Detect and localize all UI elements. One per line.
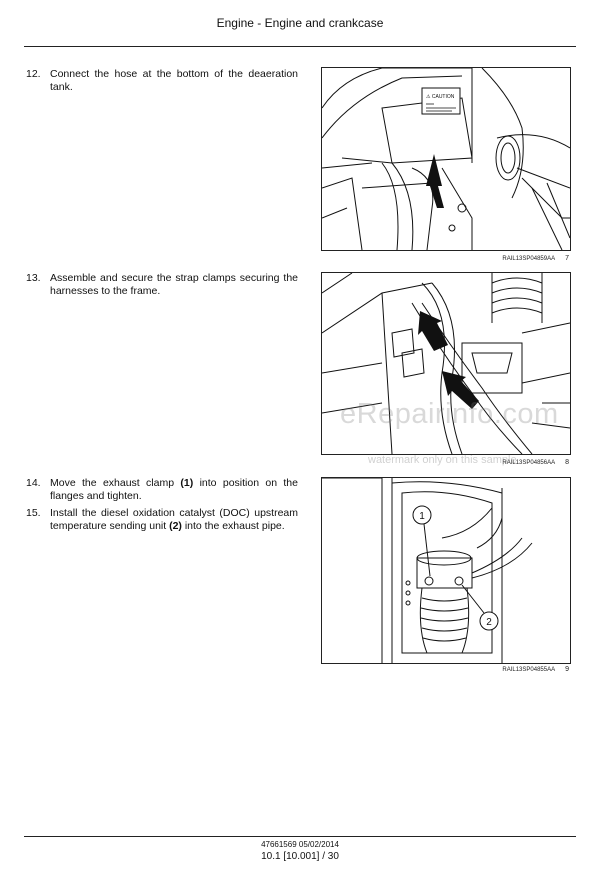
figure-8-illustration	[321, 272, 571, 455]
step-number: 14.	[26, 477, 41, 489]
footer-rule	[24, 836, 576, 837]
step-text-part: Install the diesel oxidation catalyst (DOC) upstream temperature sending unit	[50, 507, 298, 532]
callout-1	[413, 506, 431, 576]
figure-7-caption	[321, 255, 569, 262]
step-text-part: into position on the flanges and tighten.	[50, 477, 298, 502]
figure-code: RAIL13SP04856AA	[502, 459, 556, 466]
figure-number: 7	[565, 255, 569, 262]
watermark-text: eRepairinfo.com	[340, 398, 559, 430]
exhaust-clamp-drawing	[322, 478, 570, 663]
step-15	[26, 507, 298, 533]
figure-9-illustration	[321, 477, 571, 664]
figure-number: 9	[565, 666, 569, 673]
deaeration-tank-drawing	[322, 68, 570, 250]
harness-strap-clamps-drawing	[322, 273, 570, 454]
step-number: 12.	[26, 68, 41, 80]
step-text: Assemble and secure the strap clamps securing the harnesses to the frame.	[50, 272, 298, 297]
step-text: Connect the hose at the bottom of the deaeration tank.	[50, 68, 298, 93]
figure-code: RAIL13SP04859AA	[502, 255, 556, 262]
step-text	[50, 507, 298, 533]
caution-label: ⚠ CAUTION	[426, 94, 455, 100]
page-header-title: Engine - Engine and crankcase	[216, 16, 384, 30]
step-12	[26, 68, 298, 94]
footer-document-id: 47661569 05/02/2014	[261, 840, 339, 849]
figure-7-illustration	[321, 67, 571, 251]
figure-number: 8	[565, 459, 569, 466]
step-text-part: Move the exhaust clamp	[50, 477, 181, 489]
step-14	[26, 477, 298, 503]
step-reference: (1)	[180, 477, 194, 489]
step-text-part: into the exhaust pipe.	[181, 520, 285, 532]
figure-9-caption	[321, 666, 569, 673]
step-text	[50, 477, 298, 503]
callout-2-label: 2	[486, 617, 492, 628]
step-reference: (2)	[169, 520, 182, 532]
callout-1-label: 1	[419, 511, 425, 522]
footer-page-number: 10.1 [10.001] / 30	[261, 851, 339, 862]
callout-2	[462, 585, 498, 630]
figure-code: RAIL13SP04855AA	[502, 666, 556, 673]
figure-8-caption	[321, 459, 569, 466]
header-rule	[24, 46, 576, 47]
step-number: 15.	[26, 507, 41, 519]
step-13	[26, 272, 298, 298]
step-number: 13.	[26, 272, 41, 284]
watermark-subtext: watermark only on this sample	[368, 454, 517, 466]
